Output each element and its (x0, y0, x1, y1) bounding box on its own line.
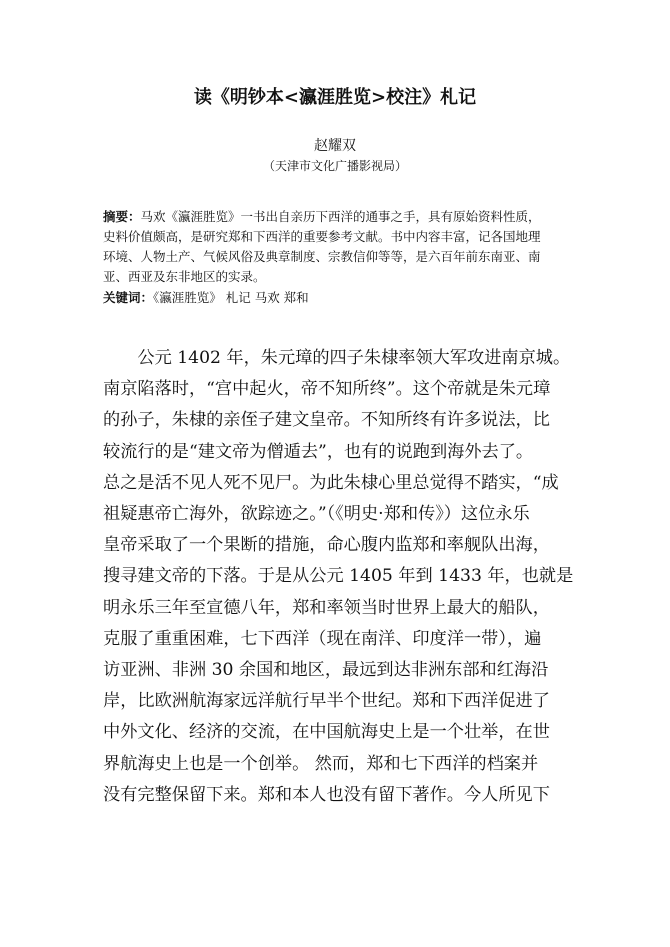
body-line: 总之是活不见人死不见尸。为此朱棣心里总觉得不踏实，“成 (103, 472, 559, 493)
abstract (103, 207, 573, 287)
keywords (103, 288, 309, 308)
body-line: 访亚洲、非洲 30 余国和地区，最远到达非洲东部和红海沿 (103, 660, 549, 681)
body-line: 没有完整保留下来。郑和本人也没有留下著作。今人所见下 (103, 784, 550, 805)
keywords-text: 《瀛涯胜览》 札记 马欢 郑和 (153, 290, 309, 305)
body-line: 界航海史上也是一个创举。 然而，郑和七下西洋的档案并 (103, 753, 539, 774)
body-line: 明永乐三年至宣德八年，郑和率领当时世界上最大的船队， (103, 597, 550, 618)
body-paragraph (103, 343, 573, 811)
abstract-line: 环境、人物土产、气候风俗及典章制度、宗教信仰等等，是六百年前东南亚、南 (103, 249, 541, 264)
body-line: 祖疑惠帝亡海外，欲踪迹之。”（《明史·郑和传》）这位永乐 (103, 504, 530, 525)
abstract-line (103, 207, 573, 227)
body-line: 的孙子，朱棣的亲侄子建文皇帝。不知所终有许多说法，比 (103, 410, 550, 431)
abstract-text: 马欢《瀛涯胜览》一书出自亲历下西洋的通事之手，具有原始资料性质， (140, 209, 541, 224)
keywords-label: 关键词： (103, 290, 154, 305)
abstract-line: 史料价值颇高，是研究郑和下西洋的重要参考文献。书中内容丰富，记各国地理 (103, 229, 541, 244)
author-name: 赵耀双 (314, 138, 356, 154)
paper-title: 读《明钞本<瀛涯胜览>校注》札记 (193, 87, 477, 108)
body-line: 南京陷落时，“宫中起火，帝不知所终”。这个帝就是朱元璋 (103, 379, 551, 400)
author-affiliation: （天津市文化广播影视局） (262, 159, 407, 173)
body-line: 公元 1402 年，朱元璋的四子朱棣率领大军攻进南京城。 (103, 348, 571, 368)
body-line: 克服了重重困难，七下西洋（现在南洋、印度洋一带），遍 (103, 628, 542, 649)
abstract-label: 摘要： (103, 209, 141, 224)
abstract-line: 亚、西亚及东非地区的实录。 (103, 269, 266, 284)
body-line: 皇帝采取了一个果断的措施，命心腹内监郑和率舰队出海， (103, 535, 550, 556)
body-line: 较流行的是“建文帝为僧遁去”，也有的说跑到海外去了。 (103, 441, 534, 462)
body-line: 岸，比欧洲航海家远洋航行早半个世纪。郑和下西洋促进了 (103, 691, 550, 712)
body-line: 中外文化、经济的交流，在中国航海史上是一个壮举，在世 (103, 722, 550, 743)
body-line: 搜寻建文帝的下落。于是从公元 1405 年到 1433 年，也就是 (103, 566, 574, 587)
